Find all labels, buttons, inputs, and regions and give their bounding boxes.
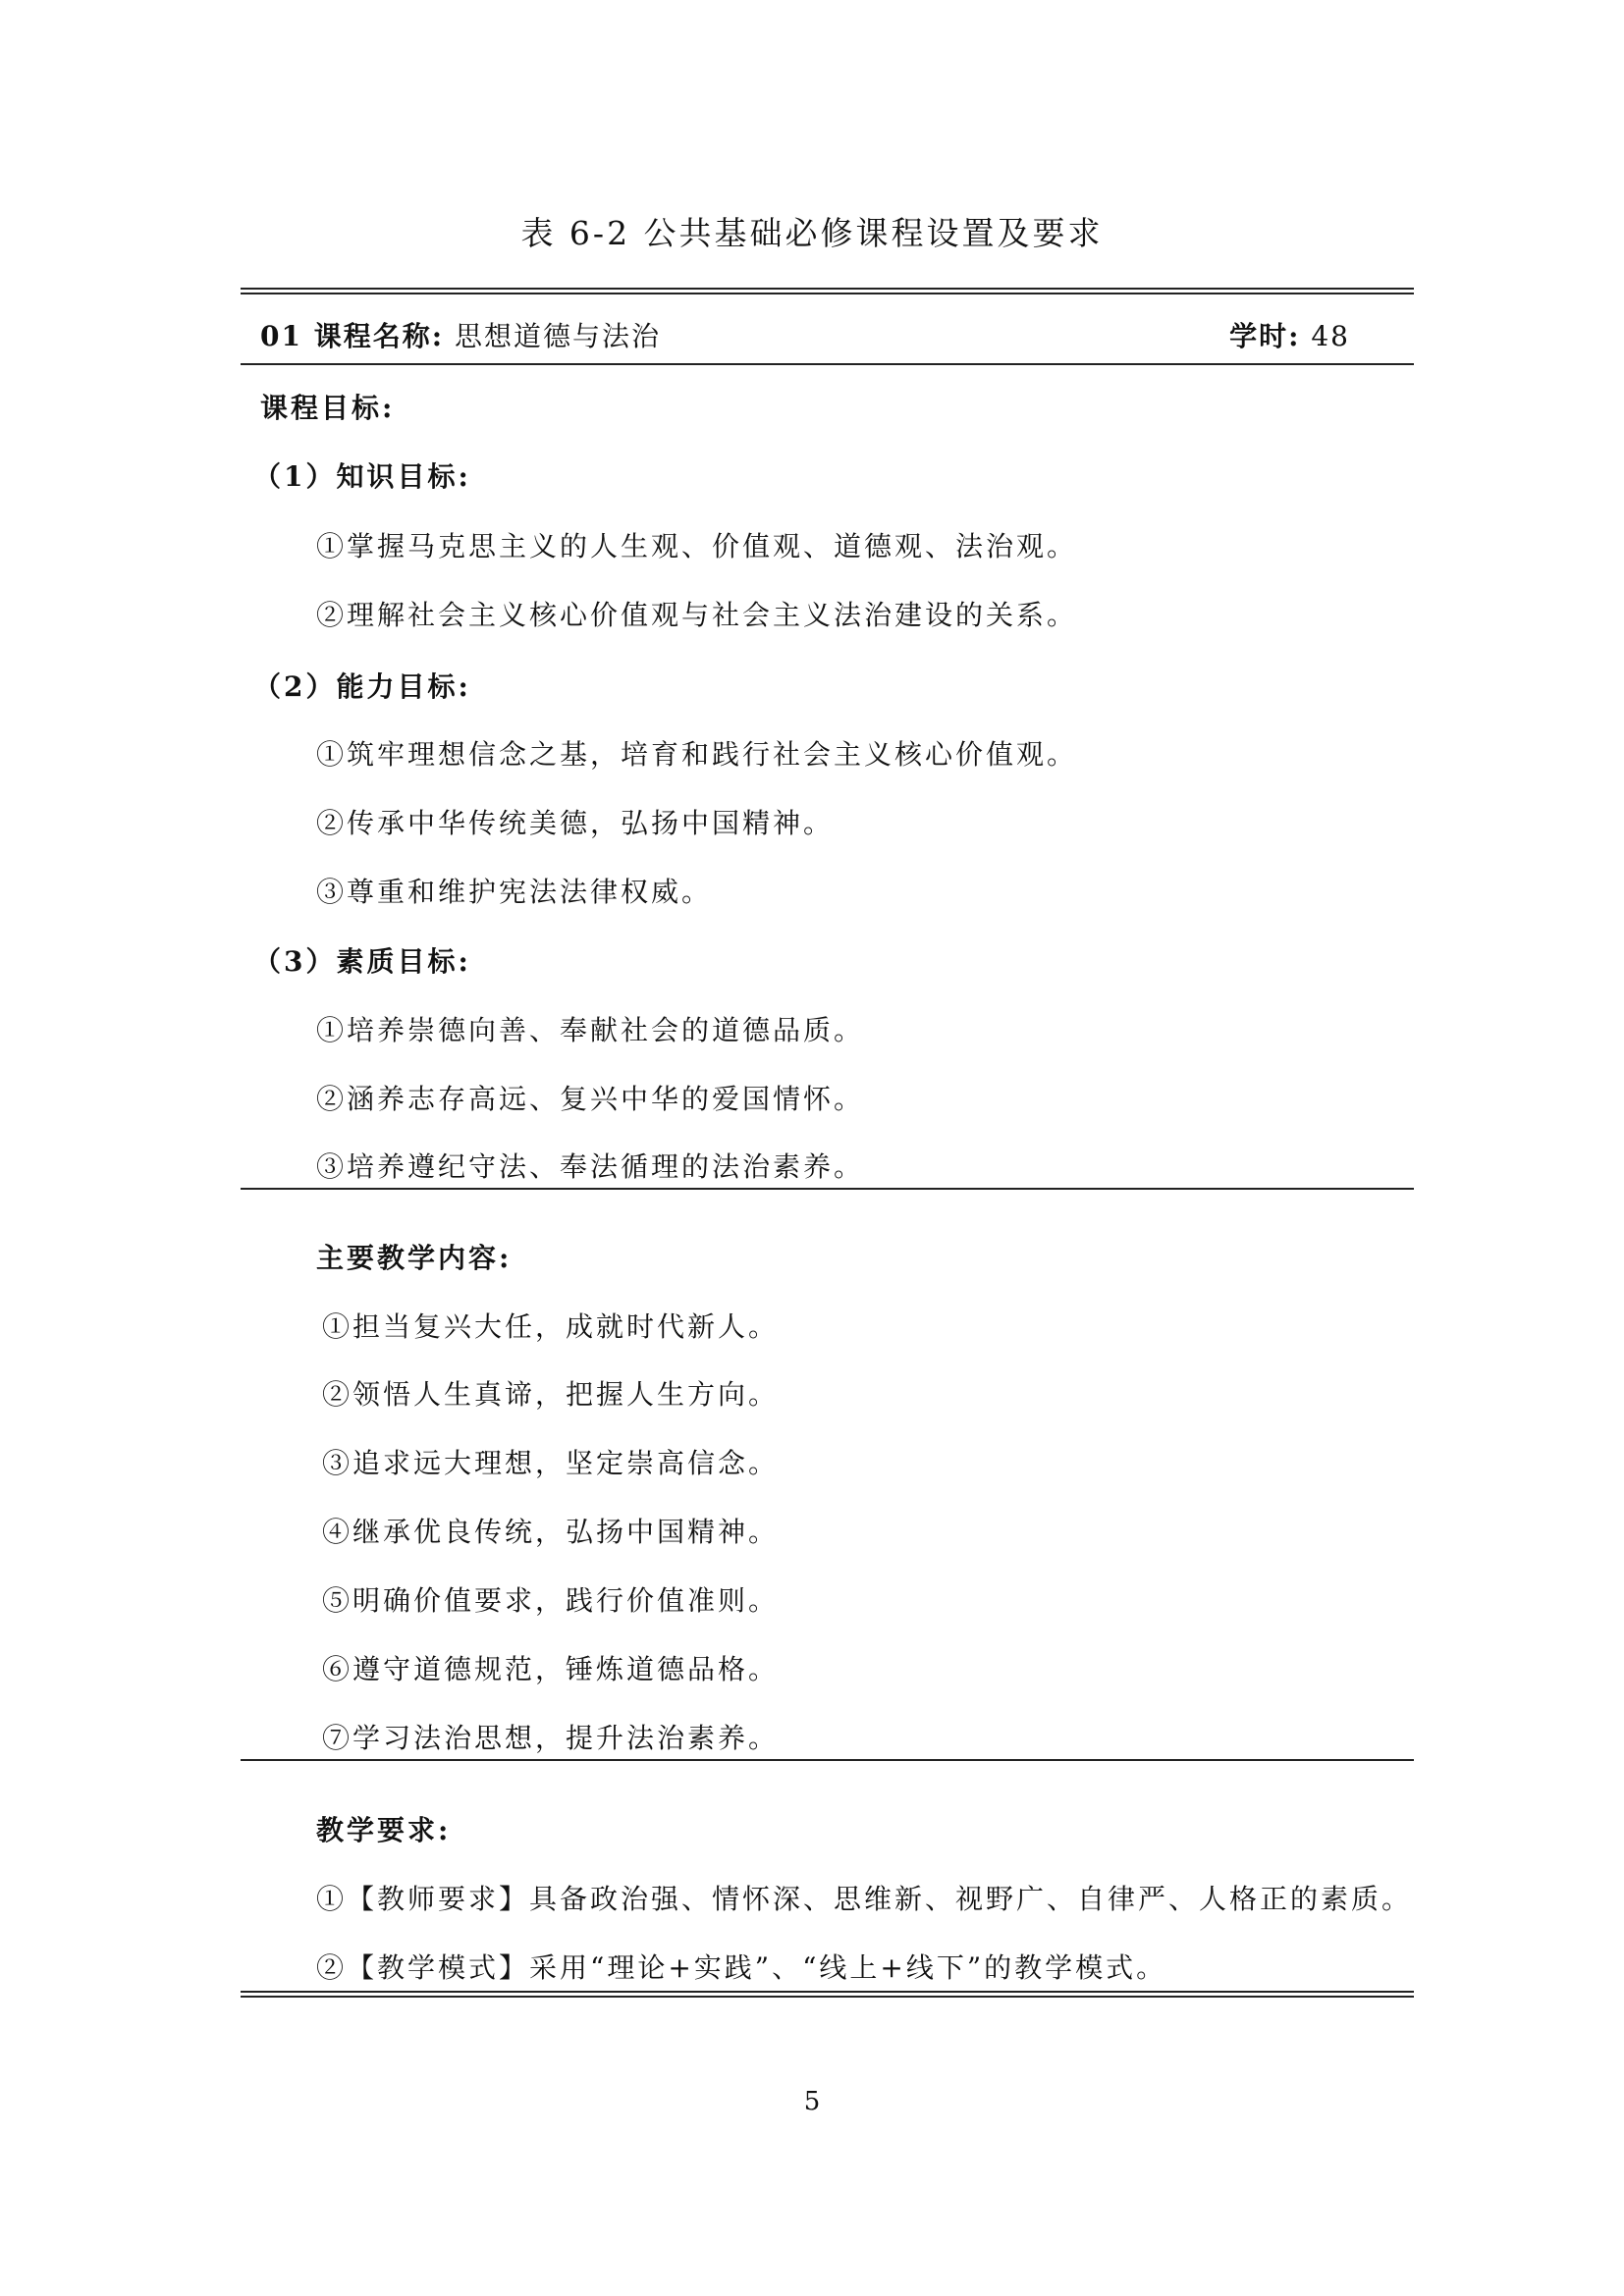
objectives-heading: 课程目标: (260, 392, 396, 424)
requirements-heading: 教学要求: (316, 1814, 452, 1846)
knowledge-item: ②理解社会主义核心价值观与社会主义法治建设的关系。 (316, 599, 1078, 631)
course-name (260, 317, 661, 356)
content-item: ②领悟人生真谛，把握人生方向。 (322, 1378, 780, 1411)
course-name-label: 01 课程名称: (260, 320, 445, 352)
objectives-bottom-rule (241, 1188, 1414, 1190)
quality-item: ③培养遵纪守法、奉法循理的法治素养。 (316, 1150, 865, 1183)
course-name-value: 思想道德与法治 (454, 320, 661, 352)
course-hours (1229, 317, 1350, 356)
table-title: 表 6-2 公共基础必修课程设置及要求 (520, 214, 1104, 252)
ability-heading: （2）能力目标: (253, 670, 471, 703)
table-top-rule (241, 288, 1414, 294)
content-item: ⑤明确价值要求，践行价值准则。 (322, 1584, 780, 1617)
ability-item: ③尊重和维护宪法法律权威。 (316, 876, 713, 908)
requirements-item: ①【教师要求】具备政治强、情怀深、思维新、视野广、自律严、人格正的素质。 (316, 1883, 1413, 1915)
content-item: ⑥遵守道德规范，锤炼道德品格。 (322, 1653, 780, 1685)
content-item: ⑦学习法治思想，提升法治素养。 (322, 1722, 780, 1754)
knowledge-heading: （1）知识目标: (253, 460, 471, 493)
course-hours-label: 学时: (1229, 320, 1301, 352)
content-item: ③追求远大理想，坚定崇高信念。 (322, 1447, 780, 1479)
ability-item: ①筑牢理想信念之基，培育和践行社会主义核心价值观。 (316, 738, 1078, 771)
requirements-item: ②【教学模式】采用“理论+实践”、“线上+线下”的教学模式。 (316, 1951, 1167, 1984)
table-bottom-rule (241, 1991, 1414, 1998)
page-number: 5 (803, 2087, 821, 2116)
quality-item: ①培养崇德向善、奉献社会的道德品质。 (316, 1014, 865, 1046)
knowledge-item: ①掌握马克思主义的人生观、价值观、道德观、法治观。 (316, 530, 1078, 562)
content-heading: 主要教学内容: (316, 1242, 513, 1274)
content-item: ④继承优良传统，弘扬中国精神。 (322, 1516, 780, 1548)
content-bottom-rule (241, 1759, 1414, 1761)
quality-item: ②涵养志存高远、复兴中华的爱国情怀。 (316, 1083, 865, 1115)
course-header-row (260, 317, 1350, 356)
quality-heading: （3）素质目标: (253, 945, 471, 978)
course-hours-value: 48 (1311, 320, 1350, 352)
content-item: ①担当复兴大任，成就时代新人。 (322, 1310, 780, 1343)
course-header-rule (241, 363, 1414, 365)
ability-item: ②传承中华传统美德，弘扬中国精神。 (316, 807, 835, 839)
